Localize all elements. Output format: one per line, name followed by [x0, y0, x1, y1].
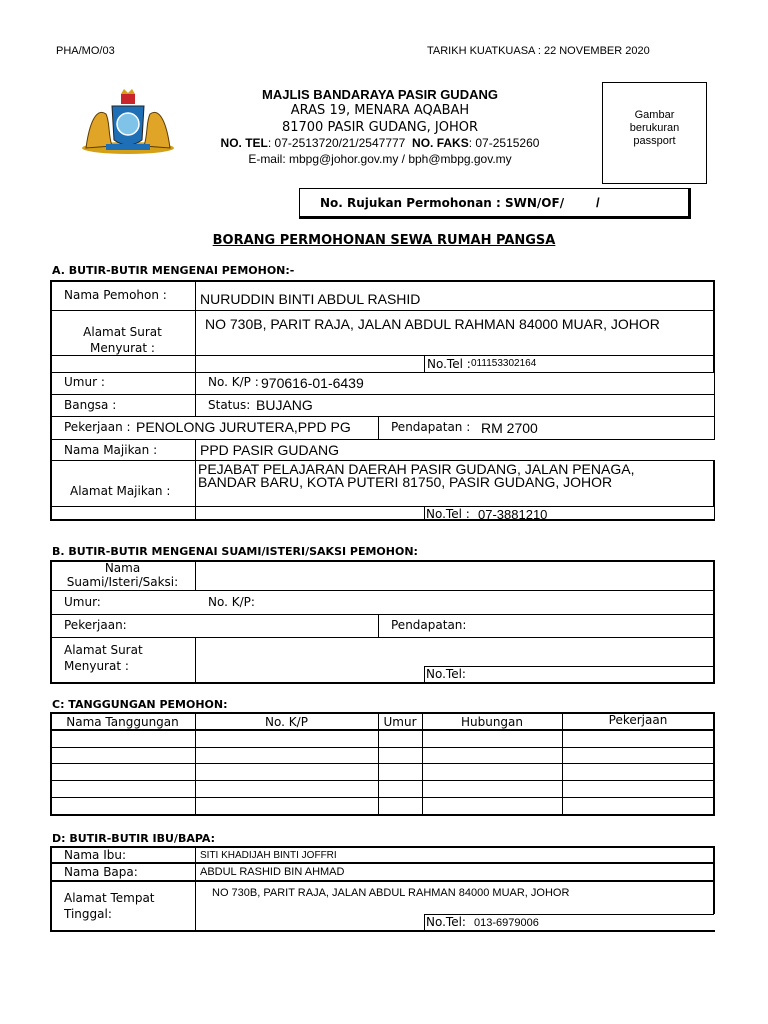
residence-address-value[interactable]: NO 730B, PARIT RAJA, JALAN ABDUL RAHMAN 84000 MUAR, JOHOR: [212, 887, 570, 899]
status-label: Status:: [208, 398, 251, 412]
income-label: Pendapatan :: [391, 420, 471, 434]
form-title: BORANG PERMOHONAN SEWA RUMAH PANGSA: [212, 233, 556, 248]
father-name-label: Nama Bapa:: [64, 865, 138, 879]
spouse-name-label-1: Nama: [104, 561, 141, 575]
section-a-table: [50, 280, 715, 521]
employer-tel-label: No.Tel :: [426, 507, 470, 521]
table-row[interactable]: [52, 764, 713, 780]
photo-label-1: Gambar: [634, 109, 675, 121]
spouse-name-label: [50, 561, 195, 589]
document-code: PHA/MO/03: [56, 45, 115, 57]
spouse-occupation-label: Pekerjaan:: [64, 618, 127, 632]
section-a-heading: A. BUTIR-BUTIR MENGENAI PEMOHON:-: [52, 264, 295, 277]
table-row[interactable]: [52, 731, 713, 747]
fax-label: NO. FAKS: [412, 136, 469, 150]
mother-name-label: Nama Ibu:: [64, 848, 126, 862]
spouse-address-label: [64, 642, 143, 674]
residence-address-label: [64, 890, 155, 922]
tel-label: NO. TEL: [220, 136, 268, 150]
race-label: Bangsa :: [64, 398, 117, 412]
table-row[interactable]: [52, 798, 713, 814]
mother-name-value[interactable]: SITI KHADIJAH BINTI JOFFRI: [200, 850, 337, 861]
status-value[interactable]: BUJANG: [256, 397, 313, 413]
spouse-age-label: Umur:: [64, 595, 101, 609]
table-row[interactable]: [52, 748, 713, 763]
ic-label: No. K/P :: [208, 375, 259, 389]
spouse-income-label: Pendapatan:: [391, 618, 467, 632]
mailing-address-label: [50, 324, 195, 356]
residence-address-label-1: Alamat Tempat: [64, 891, 155, 905]
employer-name-label: Nama Majikan :: [64, 443, 158, 457]
reference-slash: /: [596, 195, 600, 210]
passport-photo-box: [602, 82, 707, 184]
ic-value[interactable]: 970616-01-6439: [261, 375, 364, 391]
section-c-heading: C: TANGGUNGAN PEMOHON:: [52, 698, 228, 711]
mailing-address-value[interactable]: NO 730B, PARIT RAJA, JALAN ABDUL RAHMAN 84000 MUAR, JOHOR: [205, 316, 660, 332]
photo-label-2: berukuran: [629, 122, 680, 134]
column-header-occupation: Pekerjaan: [608, 713, 668, 727]
parent-tel-value[interactable]: 013-6979006: [474, 917, 539, 929]
spouse-tel-label: No.Tel:: [426, 667, 466, 681]
applicant-tel-value[interactable]: 011153302164: [471, 358, 537, 369]
age-label: Umur :: [64, 375, 105, 389]
mailing-address-label-2: Menyurat :: [90, 341, 155, 355]
contact-line: [180, 136, 580, 150]
income-value[interactable]: RM 2700: [481, 420, 538, 436]
reference-label: No. Rujukan Permohonan : SWN/OF/: [320, 196, 565, 210]
occupation-value[interactable]: PENOLONG JURUTERA,PPD PG: [136, 419, 351, 435]
employer-tel-value[interactable]: 07-3881210: [478, 507, 548, 522]
table-row[interactable]: [52, 781, 713, 797]
residence-address-label-2: Tinggal:: [64, 907, 112, 921]
employer-name-value[interactable]: PPD PASIR GUDANG: [200, 442, 339, 458]
photo-label-3: passport: [633, 135, 676, 147]
address-line-1: ARAS 19, MENARA AQABAH: [290, 103, 470, 118]
tel-value: : 07-2513720/21/2547777: [267, 136, 406, 150]
parent-tel-label: No.Tel:: [426, 915, 466, 929]
section-b-heading: B. BUTIR-BUTIR MENGENAI SUAMI/ISTERI/SAKSI PEMOHON:: [52, 545, 418, 558]
section-d-table: [50, 846, 715, 932]
employer-address-line-1[interactable]: PEJABAT PELAJARAN DAERAH PASIR GUDANG, JALAN PENAGA,: [198, 461, 635, 477]
spouse-ic-label: No. K/P:: [208, 595, 255, 609]
column-header-ic: No. K/P: [265, 715, 308, 729]
spouse-address-label-2: Menyurat :: [64, 659, 129, 673]
occupation-label: Pekerjaan :: [64, 420, 131, 434]
crest-icon: [76, 88, 180, 158]
column-header-relationship: Hubungan: [460, 715, 524, 729]
section-d-heading: D: BUTIR-BUTIR IBU/BAPA:: [52, 832, 216, 845]
dependents-table: [50, 712, 715, 816]
fax-value: : 07-2515260: [468, 136, 540, 150]
spouse-address-label-1: Alamat Surat: [64, 643, 143, 657]
mailing-address-label-1: Alamat Surat: [83, 325, 162, 339]
employer-address-label: Alamat Majikan :: [70, 484, 171, 498]
email-line: E-mail: mbpg@johor.gov.my / bph@mbpg.gov.my: [248, 152, 512, 166]
employer-address-line-2[interactable]: BANDAR BARU, KOTA PUTERI 81750, PASIR GUDANG, JOHOR: [198, 474, 613, 490]
column-header-age: Umur: [383, 715, 417, 729]
effective-date: TARIKH KUATKUASA : 22 NOVEMBER 2020: [427, 45, 650, 57]
section-b-table: [50, 560, 715, 684]
address-line-2: 81700 PASIR GUDANG, JOHOR: [281, 120, 479, 135]
column-header-name: Nama Tanggungan: [66, 715, 179, 729]
reference-number-box[interactable]: [299, 188, 691, 219]
applicant-tel-label: No.Tel :: [427, 357, 471, 371]
applicant-name-value[interactable]: NURUDDIN BINTI ABDUL RASHID: [200, 291, 421, 307]
spouse-name-label-2: Suami/Isteri/Saksi:: [66, 575, 179, 589]
father-name-value[interactable]: ABDUL RASHID BIN AHMAD: [200, 866, 345, 878]
applicant-name-label: Nama Pemohon :: [64, 288, 167, 302]
organization-name: MAJLIS BANDARAYA PASIR GUDANG: [262, 87, 498, 102]
